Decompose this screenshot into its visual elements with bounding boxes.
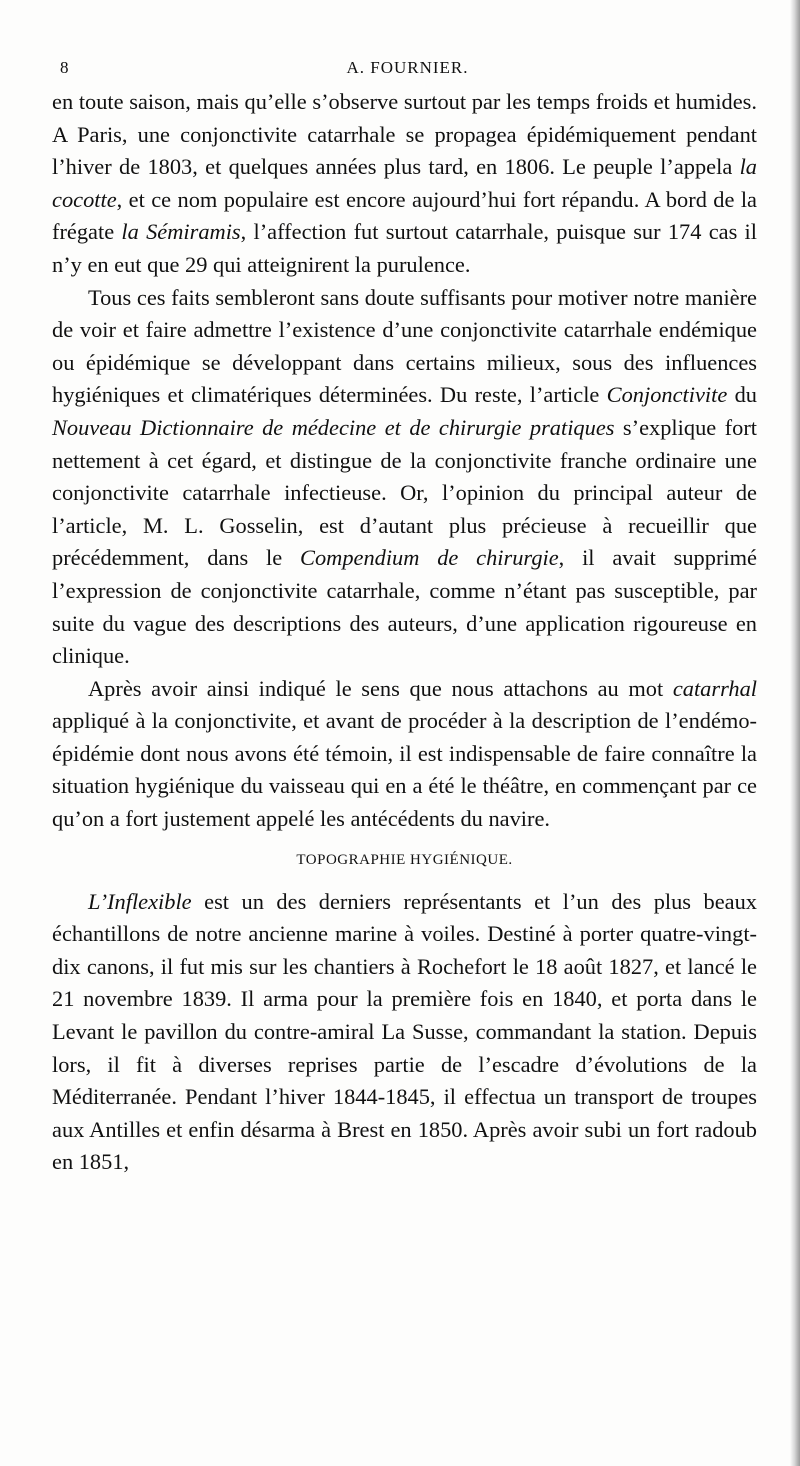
p3-text-1: Après avoir ainsi indiqué le sens que nous attachons au mot xyxy=(88,675,673,701)
p2-text-1: Tous ces faits sembleront sans doute suffisants pour motiver notre manière de voir et faire admettre l’existence d’une conjonctivite catarrhale endémique ou épidémique se développant dans certains milieux, sous des influences hygiéniques et climatériques déterminées. Du reste, l’article xyxy=(52,284,757,408)
paragraph-4 xyxy=(52,886,757,1179)
p2-text-4: , il avait supprimé l’expression de conjonctivite catarrhale, comme n’étant pas susceptible, par suite du vague des descriptions des auteurs, d’une application rigoureuse en clinique. xyxy=(52,545,757,669)
p2-italic-compendium: Compendium de chirurgie xyxy=(300,545,559,571)
section-heading: TOPOGRAPHIE HYGIÉNIQUE. xyxy=(296,851,513,868)
p4-text-1: est un des derniers représentants et l’un des plus beaux échantillons de notre ancienne marine à voiles. Destiné à porter quatre-vingt-dix canons, il fut mis sur les chantiers à Rochefort le 18 août 1827, et lancé le 21 novembre 1839. Il arma pour la première fois en 1840, et porta dans le Levant le pavillon du contre-amiral La Susse, commandant la station. Depuis lors, il fit à diverses reprises partie de l’escadre d’évolutions de la Méditerranée. Pendant l’hiver 1844-1845, il effectua un transport de troupes aux Antilles et enfin désarma à Brest en 1850. Après avoir subi un fort radoub en 1851, xyxy=(52,888,757,1175)
p4-italic-inflexible: L’Inflexible xyxy=(88,888,192,914)
page-edge-shadow xyxy=(790,0,800,1466)
p3-italic-catarrhal: catarrhal xyxy=(672,675,757,701)
paragraph-1 xyxy=(52,86,757,282)
running-title: A. FOURNIER. xyxy=(346,58,469,77)
page-number: 8 xyxy=(60,58,69,77)
p3-text-2: appliqué à la conjonctivite, et avant de procéder à la description de l’endémo-épidémie dont nous avons été témoin, il est indispensable de faire connaître la situation hygiénique du vaisseau qui en a été le théâtre, en commençant par ce qu’on a fort justement appelé les antécédents du navire. xyxy=(52,708,757,832)
p2-text-2: du xyxy=(727,382,757,408)
body-text xyxy=(52,86,757,1179)
p2-italic-conjonctivite: Conjonctivite xyxy=(606,382,728,408)
paragraph-3 xyxy=(52,673,757,836)
p1-italic-la-semiramis: la Sémiramis xyxy=(121,219,241,245)
p1-text-2: , et ce nom populaire est encore aujourd’hui fort répandu. A bord de la frégate xyxy=(52,186,757,245)
p1-text-3: , l’affection fut surtout catarrhale, puisque sur 174 cas il n’y en eut que 29 qui atteignirent la purulence. xyxy=(52,219,757,277)
paragraph-2 xyxy=(52,282,757,673)
page-header xyxy=(60,58,755,88)
p2-italic-dictionnaire: Nouveau Dictionnaire de médecine et de chirurgie pratiques xyxy=(52,414,615,440)
p1-text-1: en toute saison, mais qu’elle s’observe surtout par les temps froids et humides. A Paris, une conjonctivite catarrhale se propagea épidémiquement pendant l’hiver de 1803, et quelques années plus tard, en 1806. Le peuple l’appela xyxy=(52,89,757,180)
p2-text-3: s’explique fort nettement à cet égard, et distingue de la conjonctivite franche ordinaire une conjonctivite catarrhale infectieuse. Or, l’opinion du principal auteur de l’article, M. L. Gosselin, est d’autant plus précieuse à recueillir que précédemment, dans le xyxy=(52,414,757,571)
p1-italic-la-cocotte: la cocotte xyxy=(52,154,757,212)
